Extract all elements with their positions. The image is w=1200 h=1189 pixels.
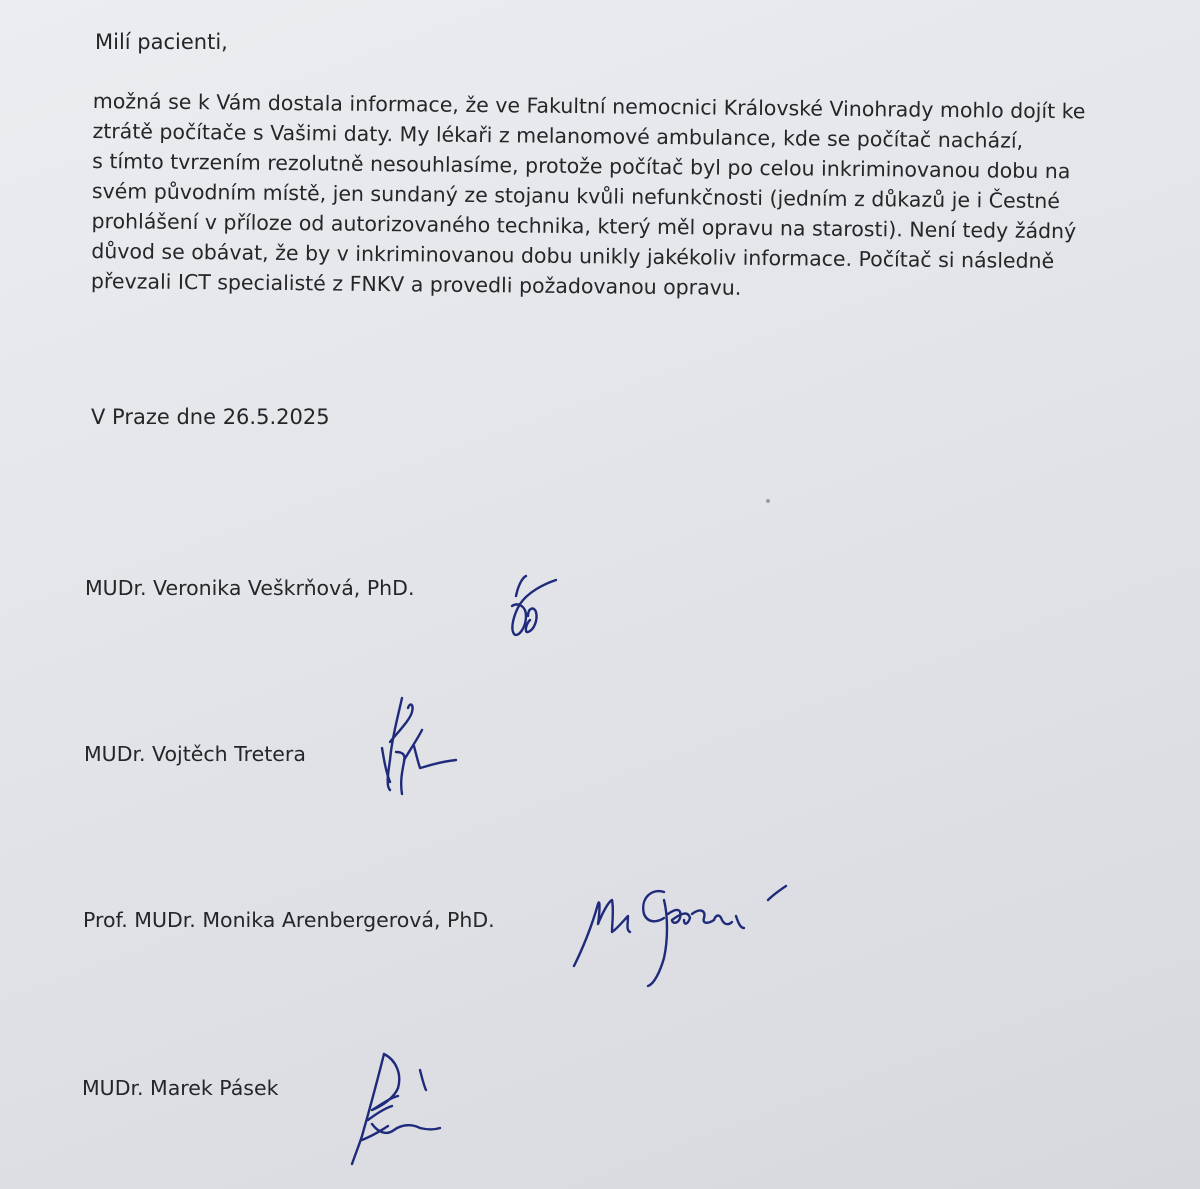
body-line: svém původním místě, jen sundaný ze stojanu kvůli nefunkčnosti (jedním z důkazů je i Čestné <box>91 178 1061 214</box>
signatory-name-pasek: MUDr. Marek Pásek <box>82 1076 279 1100</box>
body-line: s tímto tvrzením rezolutně nesouhlasíme, protože počítač byl po celou inkriminovanou dobu na <box>92 148 1071 184</box>
greeting: Milí pacienti, <box>95 30 228 54</box>
body-line: prohlášení v příloze od autorizovaného technika, který měl opravu na starosti). Není tedy žádný <box>91 208 1077 244</box>
date-line: V Praze dne 26.5.2025 <box>91 405 330 429</box>
signature-arenbergerova <box>568 880 800 990</box>
signature-veskrnova <box>498 566 568 646</box>
paper-speck <box>766 499 770 503</box>
signature-tretera <box>374 690 464 802</box>
signatory-name-arenbergerova: Prof. MUDr. Monika Arenbergerová, PhD. <box>83 908 495 932</box>
letter-body <box>91 86 1193 308</box>
signature-pasek <box>342 1040 452 1170</box>
signatory-name-tretera: MUDr. Vojtěch Tretera <box>84 742 306 766</box>
signatory-name-veskrnova: MUDr. Veronika Veškrňová, PhD. <box>85 576 415 600</box>
body-line: možná se k Vám dostala informace, že ve Fakultní nemocnici Královské Vinohrady mohlo dojít ke <box>92 88 1086 124</box>
body-line: ztrátě počítače s Vašimi daty. My lékaři z melanomové ambulance, kde se počítač nachází, <box>92 118 1024 153</box>
body-line: převzali ICT specialisté z FNKV a provedli požadovanou opravu. <box>90 268 742 300</box>
body-line: důvod se obávat, že by v inkriminovanou dobu unikly jakékoliv informace. Počítač si následně <box>91 238 1055 274</box>
